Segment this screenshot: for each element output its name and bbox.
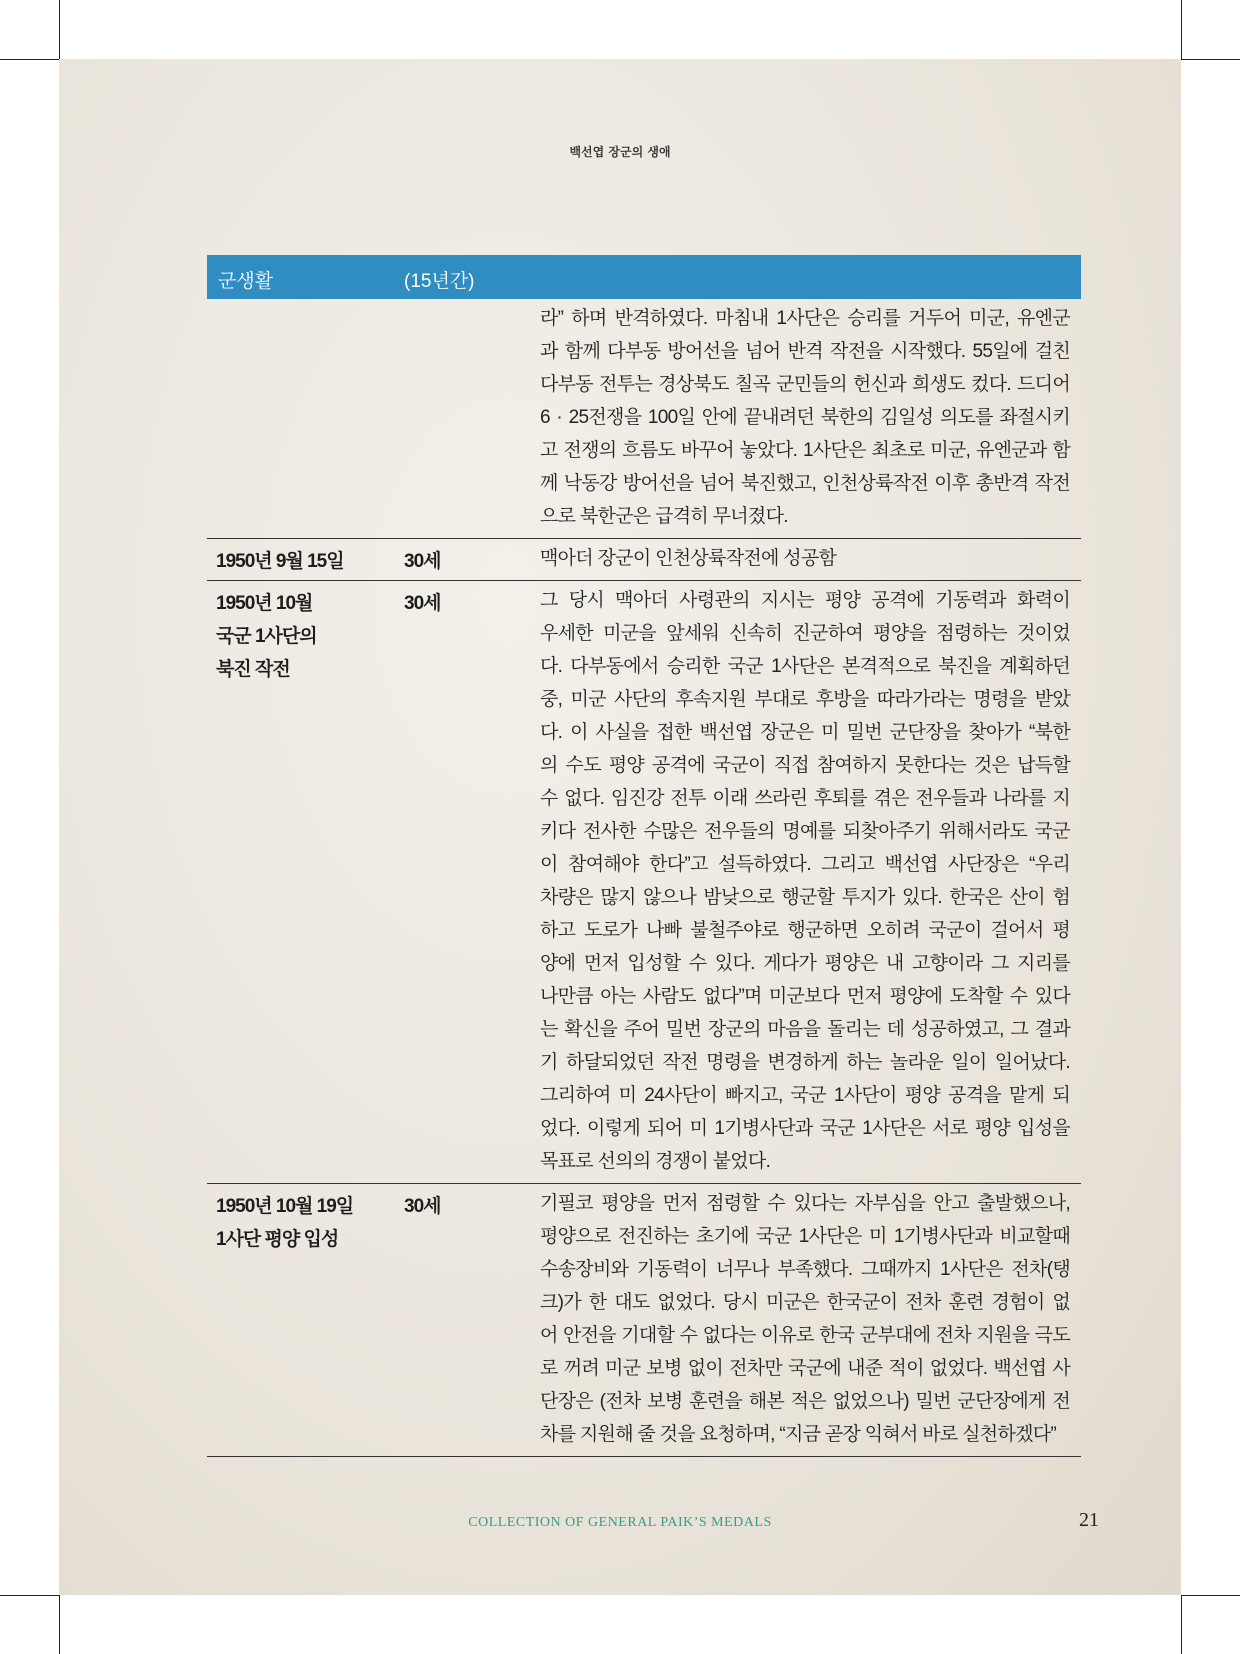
footer-title: COLLECTION OF GENERAL PAIK’S MEDALS (468, 1515, 772, 1530)
table-row (207, 539, 1081, 581)
row-date (216, 1190, 396, 1256)
crop-mark (0, 1595, 59, 1596)
table-row (207, 299, 1081, 539)
description-line: 그리하여 미 24사단이 빠지고, 국군 1사단이 평양 공격을 맡게 되 (540, 1085, 1070, 1106)
row-age: 30세 (404, 593, 441, 614)
description-line: 맥아더 장군이 인천상륙작전에 성공함 (540, 548, 837, 569)
description-line: 다. 다부동에서 승리한 국군 1사단은 본격적으로 북진을 계획하던 (540, 656, 1070, 677)
description-line: 의 수도 평양 공격에 국군이 직접 참여하지 못한다는 것은 납득할 (540, 755, 1070, 776)
row-date (216, 587, 396, 686)
page (59, 59, 1181, 1595)
description-line: 이 참여해야 한다”고 설득하였다. 그리고 백선엽 사단장은 “우리 (540, 854, 1070, 875)
description-line: 그 당시 맥아더 사령관의 지시는 평양 공격에 기동력과 화력이 (540, 590, 1070, 611)
crop-mark (1181, 0, 1182, 59)
running-head: 백선엽 장군의 생애 (569, 145, 671, 159)
description-line: 평양으로 전진하는 초기에 국군 1사단은 미 1기병사단과 비교할때 (540, 1226, 1070, 1247)
row-date-line: 1950년 9월 15일 (216, 551, 344, 572)
description-line: 기필코 평양을 먼저 점령할 수 있다는 자부심을 안고 출발했으나, (540, 1193, 1070, 1214)
description-line: 로 꺼려 미군 보병 없이 전차만 국군에 내준 적이 없었다. 백선엽 사 (540, 1358, 1070, 1379)
description-line: 라” 하며 반격하였다. 마침내 1사단은 승리를 거두어 미군, 유엔군 (540, 308, 1070, 329)
description-line: 6 · 25전쟁을 100일 안에 끝내려던 북한의 김일성 의도를 좌절시키 (540, 407, 1070, 428)
description-line: 다부동 전투는 경상북도 칠곡 군민들의 헌신과 희생도 컸다. 드디어 (540, 374, 1070, 395)
crop-mark (0, 59, 59, 60)
description-line: 수 없다. 임진강 전투 이래 쓰라린 후퇴를 겪은 전우들과 나라를 지 (540, 788, 1070, 809)
header-col2: (15년간) (404, 271, 475, 292)
description-line: 기 하달되었던 작전 명령을 변경하게 하는 놀라운 일이 일어났다. (540, 1052, 1070, 1073)
description-line: 나만큼 아는 사람도 없다”며 미군보다 먼저 평양에 도착할 수 있다 (540, 986, 1070, 1007)
description-line: 으로 북한군은 급격히 무너졌다. (540, 506, 788, 527)
table-body (207, 299, 1081, 1457)
row-description (540, 299, 1070, 538)
crop-mark (1181, 1595, 1240, 1596)
row-date (216, 545, 396, 578)
description-line: 는 확신을 주어 밀번 장군의 마음을 돌리는 데 성공하였고, 그 결과 (540, 1019, 1070, 1040)
page-number: 21 (1079, 1509, 1099, 1531)
table-row (207, 581, 1081, 1184)
row-date-line: 1950년 10월 (216, 593, 313, 614)
description-line: 우세한 미군을 앞세워 신속히 진군하여 평양을 점령하는 것이었 (540, 623, 1070, 644)
crop-mark (1181, 59, 1240, 60)
row-date-line: 국군 1사단의 (216, 626, 317, 647)
row-date-line: 북진 작전 (216, 659, 290, 680)
description-line: 목표로 선의의 경쟁이 붙었다. (540, 1151, 771, 1172)
description-line: 차를 지원해 줄 것을 요청하며, “지금 곧장 익혀서 바로 실천하겠다” (540, 1424, 1057, 1445)
description-line: 차량은 많지 않으나 밤낮으로 행군할 투지가 있다. 한국은 산이 험 (540, 887, 1070, 908)
row-description (540, 581, 1070, 1183)
description-line: 어 안전을 기대할 수 없다는 이유로 한국 군부대에 전차 지원을 극도 (540, 1325, 1070, 1346)
description-line: 키다 전사한 수많은 전우들의 명예를 되찾아주기 위해서라도 국군 (540, 821, 1070, 842)
crop-mark (1181, 1595, 1182, 1654)
description-line: 었다. 이렇게 되어 미 1기병사단과 국군 1사단은 서로 평양 입성을 (540, 1118, 1070, 1139)
row-age: 30세 (404, 1196, 441, 1217)
crop-mark (59, 1595, 60, 1654)
description-line: 양에 먼저 입성할 수 있다. 게다가 평양은 내 고향이라 그 지리를 (540, 953, 1070, 974)
description-line: 하고 도로가 나빠 불철주야로 행군하면 오히려 국군이 걸어서 평 (540, 920, 1070, 941)
description-line: 수송장비와 기동력이 너무나 부족했다. 그때까지 1사단은 전차(탱 (540, 1259, 1070, 1280)
row-description (540, 539, 1070, 580)
description-line: 다. 이 사실을 접한 백선엽 장군은 미 밀번 군단장을 찾아가 “북한 (540, 722, 1070, 743)
row-age: 30세 (404, 551, 441, 572)
description-line: 중, 미군 사단의 후속지원 부대로 후방을 따라가라는 명령을 받았 (540, 689, 1070, 710)
row-date-line: 1사단 평양 입성 (216, 1229, 339, 1250)
description-line: 크)가 한 대도 없었다. 당시 미군은 한국군이 전차 훈련 경험이 없 (540, 1292, 1070, 1313)
row-date-line: 1950년 10월 19일 (216, 1196, 354, 1217)
description-line: 고 전쟁의 흐름도 바꾸어 놓았다. 1사단은 최초로 미군, 유엔군과 함 (540, 440, 1070, 461)
table-header (207, 255, 1081, 299)
description-line: 께 낙동강 방어선을 넘어 북진했고, 인천상륙작전 이후 총반격 작전 (540, 473, 1070, 494)
description-line: 단장은 (전차 보병 훈련을 해본 적은 없었으나) 밀번 군단장에게 전 (540, 1391, 1070, 1412)
description-line: 과 함께 다부동 방어선을 넘어 반격 작전을 시작했다. 55일에 걸친 (540, 341, 1070, 362)
row-description (540, 1184, 1070, 1456)
crop-mark (59, 0, 60, 59)
table-row (207, 1184, 1081, 1457)
timeline-table (207, 255, 1081, 1457)
header-col1: 군생활 (218, 271, 274, 292)
